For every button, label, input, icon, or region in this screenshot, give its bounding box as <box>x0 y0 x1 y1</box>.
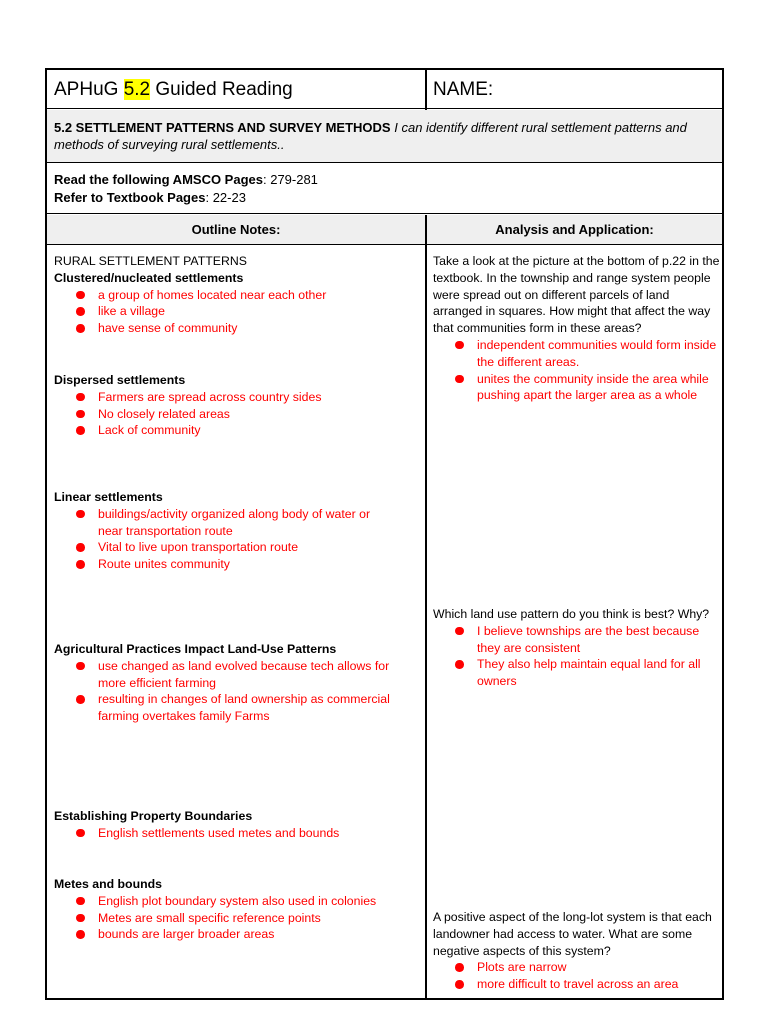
reading-pages-row <box>47 162 722 215</box>
column-header-row <box>47 215 722 244</box>
list-item: independent communities would form inside the different areas. <box>433 337 721 371</box>
boundaries-heading: Establishing Property Boundaries <box>54 809 253 823</box>
list-item: a group of homes located near each other <box>54 287 419 304</box>
outline-block-agricultural <box>54 641 419 725</box>
rural-patterns-heading: RURAL SETTLEMENT PATTERNS <box>54 254 247 268</box>
outline-block-linear <box>54 489 419 573</box>
list-item: more difficult to travel across an area <box>433 976 721 993</box>
list-item: No closely related areas <box>54 406 419 423</box>
list-item: Vital to live upon transportation route <box>54 539 374 556</box>
list-item: bounds are larger broader areas <box>54 926 419 943</box>
outline-block-dispersed <box>54 372 419 439</box>
list-item: resulting in changes of land ownership as commercial farming overtakes family Farms <box>54 691 419 725</box>
outline-notes-header: Outline Notes: <box>47 215 427 244</box>
list-item: like a village <box>54 303 419 320</box>
name-field-label: NAME: <box>433 79 494 100</box>
list-item: use changed as land evolved because tech allows for more efficient farming <box>54 658 419 692</box>
analysis-question-2 <box>433 606 721 690</box>
guided-reading-worksheet <box>45 68 724 1000</box>
column-divider <box>425 244 427 998</box>
amsco-pages-line: Read the following AMSCO Pages: 279-281 <box>54 172 318 187</box>
clustered-heading: Clustered/nucleated settlements <box>54 270 244 285</box>
textbook-pages-line: Refer to Textbook Pages: 22-23 <box>54 190 246 205</box>
list-item: Metes are small specific reference points <box>54 910 419 927</box>
list-item: Lack of community <box>54 422 419 439</box>
analysis-question-3 <box>433 909 721 993</box>
title-highlight: 5.2 <box>123 79 151 100</box>
learning-objective: I can identify different rural settlement patterns and methods of surveying rural settlements.. <box>54 120 687 152</box>
list-item: Plots are narrow <box>433 959 721 976</box>
outline-block-boundaries <box>54 808 419 842</box>
list-item: I believe townships are the best because they are consistent <box>433 623 721 657</box>
list-item: unites the community inside the area while pushing apart the larger area as a whole <box>433 371 721 405</box>
question-text: Which land use pattern do you think is best? Why? <box>433 607 710 621</box>
linear-heading: Linear settlements <box>54 490 163 504</box>
list-item: English plot boundary system also used in colonies <box>54 893 419 910</box>
list-item: buildings/activity organized along body of water or near transportation route <box>54 506 374 540</box>
analysis-header: Analysis and Application: <box>495 222 654 237</box>
list-item: Farmers are spread across country sides <box>54 389 419 406</box>
outline-block-metes <box>54 876 419 943</box>
question-text: Take a look at the picture at the bottom of p.22 in the textbook. In the township and range system people were spread out on different parcels of land arranged in squares. How might that affect the way that communities form in these areas? <box>433 254 720 336</box>
worksheet-title: APHuG 5.2 Guided Reading <box>47 70 427 110</box>
outline-block-clustered <box>54 253 419 337</box>
list-item: have sense of community <box>54 320 419 337</box>
list-item: Route unites community <box>54 556 374 573</box>
list-item: English settlements used metes and bounds <box>54 825 419 842</box>
agricultural-heading: Agricultural Practices Impact Land-Use Patterns <box>54 642 337 656</box>
section-objective-row <box>47 110 722 162</box>
list-item: They also help maintain equal land for all owners <box>433 656 721 690</box>
dispersed-heading: Dispersed settlements <box>54 373 186 387</box>
question-text: A positive aspect of the long-lot system is that each landowner had access to water. What are some negative aspects of this system? <box>433 910 712 958</box>
analysis-question-1 <box>433 253 721 404</box>
metes-heading: Metes and bounds <box>54 877 162 891</box>
section-heading: 5.2 SETTLEMENT PATTERNS AND SURVEY METHODS <box>54 120 391 135</box>
